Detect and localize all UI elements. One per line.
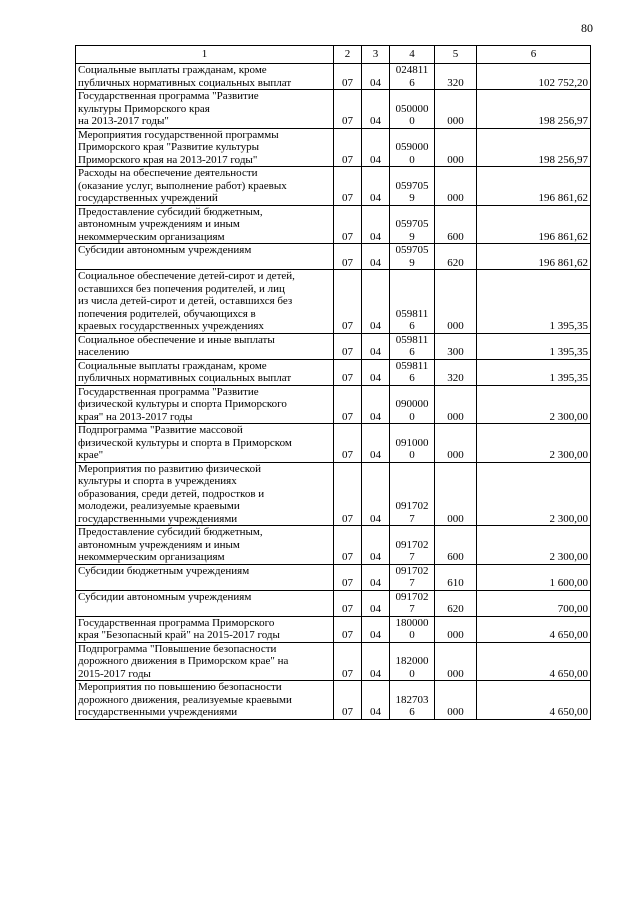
cell-subsection: 04 xyxy=(362,564,390,590)
name-line: государственными учреждениями xyxy=(78,512,238,525)
name-line: Социальные выплаты гражданам, кроме xyxy=(78,64,267,76)
cell-amount: 1 600,00 xyxy=(477,564,591,590)
header-row xyxy=(76,46,591,64)
cell-subsection: 04 xyxy=(362,616,390,642)
cell-name xyxy=(76,205,334,244)
table-row xyxy=(76,564,591,590)
name-line: Расходы на обеспечение деятельности xyxy=(78,167,258,179)
target-article-line: 091702 xyxy=(395,538,429,551)
cell-section: 07 xyxy=(334,462,362,526)
cell-section: 07 xyxy=(334,359,362,385)
target-article-line: 6 xyxy=(409,372,415,384)
target-article-line: 091702 xyxy=(395,590,429,603)
target-article-line: 6 xyxy=(409,346,415,358)
target-article-line: 091702 xyxy=(395,564,429,577)
cell-subsection: 04 xyxy=(362,424,390,463)
cell-section: 07 xyxy=(334,270,362,334)
target-article-line: 059000 xyxy=(395,141,429,153)
name-line: из числа детей-сирот и детей, оставшихся без xyxy=(78,295,293,307)
cell-target-article xyxy=(390,333,435,359)
name-line xyxy=(78,603,331,616)
target-article-line: 0 xyxy=(409,153,415,166)
target-article-line: 024811 xyxy=(395,64,429,76)
cell-target-article xyxy=(390,462,435,526)
cell-section: 07 xyxy=(334,590,362,616)
name-line: Приморского края на 2013-2017 годы" xyxy=(78,153,258,166)
cell-section: 07 xyxy=(334,424,362,463)
cell-name xyxy=(76,385,334,424)
name-line: Предоставление субсидий бюджетным, xyxy=(78,205,263,218)
target-article-line: 059811 xyxy=(395,333,429,346)
name-line: населению xyxy=(78,346,130,358)
name-line xyxy=(78,577,331,590)
cell-target-article xyxy=(390,64,435,90)
cell-target-article xyxy=(390,128,435,167)
target-article-line: 091000 xyxy=(395,436,429,449)
table-row xyxy=(76,681,591,720)
cell-amount: 2 300,00 xyxy=(477,526,591,565)
cell-name xyxy=(76,462,334,526)
cell-name xyxy=(76,64,334,90)
cell-expense-type: 610 xyxy=(435,564,477,590)
table-row xyxy=(76,590,591,616)
cell-subsection: 04 xyxy=(362,333,390,359)
cell-amount: 1 395,35 xyxy=(477,270,591,334)
table-row xyxy=(76,64,591,90)
target-article-line: 180000 xyxy=(395,616,429,629)
name-line: Предоставление субсидий бюджетным, xyxy=(78,526,263,538)
cell-name xyxy=(76,616,334,642)
cell-amount: 700,00 xyxy=(477,590,591,616)
header-cell: 6 xyxy=(477,46,591,64)
target-article-line: 090000 xyxy=(395,398,429,410)
name-line: Приморского края "Развитие культуры xyxy=(78,141,260,153)
cell-subsection: 04 xyxy=(362,359,390,385)
target-article-line: 050000 xyxy=(395,102,429,115)
cell-target-article xyxy=(390,681,435,720)
cell-target-article xyxy=(390,590,435,616)
cell-amount: 196 861,62 xyxy=(477,244,591,270)
name-line: публичных нормативных социальных выплат xyxy=(78,76,292,89)
name-line: Социальное обеспечение детей-сирот и детей, xyxy=(78,270,295,282)
header-cell: 1 xyxy=(76,46,334,64)
cell-amount: 4 650,00 xyxy=(477,681,591,720)
name-line: автономным учреждениям и иным xyxy=(78,538,240,551)
name-line: краевых государственных учреждениях xyxy=(78,320,264,332)
name-line: дорожного движения, реализуемые краевыми xyxy=(78,693,292,706)
target-article-line: 0 xyxy=(409,629,415,641)
cell-amount: 196 861,62 xyxy=(477,205,591,244)
cell-target-article xyxy=(390,90,435,129)
table-row xyxy=(76,424,591,463)
name-line: Социальные выплаты гражданам, кроме xyxy=(78,359,267,372)
cell-subsection: 04 xyxy=(362,128,390,167)
cell-name xyxy=(76,167,334,206)
table-row xyxy=(76,642,591,681)
name-line: Мероприятия по повышению безопасности xyxy=(78,681,282,693)
name-line: Субсидии бюджетным учреждениям xyxy=(78,564,250,577)
target-article-line: 059705 xyxy=(395,244,429,256)
cell-name xyxy=(76,244,334,270)
cell-expense-type: 000 xyxy=(435,270,477,334)
cell-target-article xyxy=(390,424,435,463)
name-line: Государственная программа "Развитие xyxy=(78,90,259,102)
cell-expense-type: 000 xyxy=(435,128,477,167)
name-line: Субсидии автономным учреждениям xyxy=(78,244,252,256)
target-article-line: 7 xyxy=(409,577,415,589)
target-article-line: 9 xyxy=(409,192,415,204)
name-line: государственными учреждениями xyxy=(78,706,238,718)
name-line: (оказание услуг, выполнение работ) краевых xyxy=(78,179,287,192)
cell-name xyxy=(76,128,334,167)
name-line: образования, среди детей, подростков и xyxy=(78,487,265,500)
name-line: края" на 2013-2017 годы xyxy=(78,410,193,423)
name-line: на 2013-2017 годы" xyxy=(78,115,169,127)
header-cell: 2 xyxy=(334,46,362,64)
cell-amount: 4 650,00 xyxy=(477,642,591,681)
target-article-line: 0 xyxy=(409,667,415,680)
cell-target-article xyxy=(390,385,435,424)
target-article-line: 0 xyxy=(409,115,415,127)
cell-amount: 198 256,97 xyxy=(477,90,591,129)
cell-name xyxy=(76,424,334,463)
name-line: попечения родителей, обучающихся в xyxy=(78,307,256,320)
cell-target-article xyxy=(390,359,435,385)
target-article-line: 6 xyxy=(409,76,415,89)
name-line: молодежи, реализуемые краевыми xyxy=(78,500,240,512)
page-number: 80 xyxy=(581,21,593,35)
cell-name xyxy=(76,270,334,334)
cell-subsection: 04 xyxy=(362,167,390,206)
name-line: 2015-2017 годы xyxy=(78,667,151,680)
cell-amount: 2 300,00 xyxy=(477,385,591,424)
cell-expense-type: 000 xyxy=(435,424,477,463)
name-line: края "Безопасный край" на 2015-2017 годы xyxy=(78,629,280,641)
cell-section: 07 xyxy=(334,167,362,206)
cell-target-article xyxy=(390,205,435,244)
target-article-line: 0 xyxy=(409,410,415,423)
target-article-line: 7 xyxy=(409,512,415,525)
target-article-line: 9 xyxy=(409,256,415,269)
name-line: физической культуры и спорта в Приморском xyxy=(78,436,292,449)
budget-table xyxy=(75,45,591,720)
target-article-line: 6 xyxy=(409,706,415,718)
cell-expense-type: 300 xyxy=(435,333,477,359)
table-row xyxy=(76,90,591,129)
cell-amount: 196 861,62 xyxy=(477,167,591,206)
cell-expense-type: 000 xyxy=(435,90,477,129)
cell-subsection: 04 xyxy=(362,270,390,334)
cell-subsection: 04 xyxy=(362,681,390,720)
cell-section: 07 xyxy=(334,244,362,270)
cell-section: 07 xyxy=(334,205,362,244)
name-line: оставшихся без попечения родителей, и лиц xyxy=(78,282,285,295)
table-row xyxy=(76,128,591,167)
cell-target-article xyxy=(390,167,435,206)
target-article-line: 059811 xyxy=(395,359,429,372)
cell-expense-type: 320 xyxy=(435,359,477,385)
cell-expense-type: 600 xyxy=(435,526,477,565)
table-row xyxy=(76,526,591,565)
cell-subsection: 04 xyxy=(362,244,390,270)
cell-section: 07 xyxy=(334,64,362,90)
target-article-line: 059811 xyxy=(395,307,429,320)
table-row xyxy=(76,244,591,270)
name-line: Социальное обеспечение и иные выплаты xyxy=(78,333,275,346)
cell-section: 07 xyxy=(334,128,362,167)
cell-subsection: 04 xyxy=(362,590,390,616)
name-line: физической культуры и спорта Приморского xyxy=(78,398,287,410)
table-row xyxy=(76,616,591,642)
cell-expense-type: 320 xyxy=(435,64,477,90)
cell-amount: 102 752,20 xyxy=(477,64,591,90)
cell-expense-type: 000 xyxy=(435,681,477,720)
cell-section: 07 xyxy=(334,333,362,359)
cell-section: 07 xyxy=(334,564,362,590)
name-line: культуры и спорта в учреждениях xyxy=(78,475,237,487)
target-article-line: 0 xyxy=(409,449,415,461)
cell-amount: 198 256,97 xyxy=(477,128,591,167)
cell-subsection: 04 xyxy=(362,526,390,565)
cell-name xyxy=(76,564,334,590)
cell-section: 07 xyxy=(334,642,362,681)
cell-amount: 2 300,00 xyxy=(477,462,591,526)
cell-expense-type: 000 xyxy=(435,385,477,424)
table-row xyxy=(76,167,591,206)
cell-target-article xyxy=(390,564,435,590)
cell-target-article xyxy=(390,526,435,565)
target-article-line: 091702 xyxy=(395,500,429,512)
cell-amount: 2 300,00 xyxy=(477,424,591,463)
cell-expense-type: 620 xyxy=(435,590,477,616)
target-article-line: 9 xyxy=(409,230,415,243)
cell-name xyxy=(76,359,334,385)
table-row xyxy=(76,462,591,526)
table-row xyxy=(76,333,591,359)
cell-section: 07 xyxy=(334,681,362,720)
name-line: государственных учреждений xyxy=(78,192,218,204)
cell-name xyxy=(76,681,334,720)
table-row xyxy=(76,205,591,244)
name-line: Государственная программа Приморского xyxy=(78,616,275,629)
table-row xyxy=(76,359,591,385)
cell-subsection: 04 xyxy=(362,90,390,129)
cell-expense-type: 000 xyxy=(435,167,477,206)
cell-section: 07 xyxy=(334,385,362,424)
name-line: культуры Приморского края xyxy=(78,102,210,115)
name-line: Подпрограмма "Повышение безопасности xyxy=(78,642,277,655)
cell-name xyxy=(76,590,334,616)
target-article-line: 059705 xyxy=(395,218,429,230)
cell-amount: 1 395,35 xyxy=(477,359,591,385)
cell-expense-type: 620 xyxy=(435,244,477,270)
cell-target-article xyxy=(390,616,435,642)
cell-name xyxy=(76,526,334,565)
target-article-line: 182703 xyxy=(395,693,429,706)
cell-subsection: 04 xyxy=(362,462,390,526)
name-line: некоммерческим организациям xyxy=(78,230,225,243)
cell-expense-type: 600 xyxy=(435,205,477,244)
name-line: Подпрограмма "Развитие массовой xyxy=(78,424,243,436)
cell-target-article xyxy=(390,244,435,270)
cell-expense-type: 000 xyxy=(435,462,477,526)
cell-name xyxy=(76,90,334,129)
table-row xyxy=(76,385,591,424)
name-line: некоммерческим организациям xyxy=(78,551,225,563)
cell-amount: 4 650,00 xyxy=(477,616,591,642)
cell-subsection: 04 xyxy=(362,385,390,424)
cell-expense-type: 000 xyxy=(435,642,477,681)
cell-expense-type: 000 xyxy=(435,616,477,642)
name-line: дорожного движения в Приморском крае" на xyxy=(78,655,289,667)
header-cell: 3 xyxy=(362,46,390,64)
header-cell: 5 xyxy=(435,46,477,64)
cell-target-article xyxy=(390,270,435,334)
cell-subsection: 04 xyxy=(362,64,390,90)
cell-name xyxy=(76,642,334,681)
cell-amount: 1 395,35 xyxy=(477,333,591,359)
name-line: Государственная программа "Развитие xyxy=(78,385,259,398)
cell-section: 07 xyxy=(334,90,362,129)
target-article-line: 7 xyxy=(409,603,415,615)
name-line xyxy=(78,257,331,270)
cell-subsection: 04 xyxy=(362,642,390,681)
target-article-line: 6 xyxy=(409,320,415,332)
cell-name xyxy=(76,333,334,359)
name-line: Мероприятия государственной программы xyxy=(78,128,279,141)
cell-section: 07 xyxy=(334,526,362,565)
target-article-line: 7 xyxy=(409,551,415,563)
cell-section: 07 xyxy=(334,616,362,642)
name-line: Мероприятия по развитию физической xyxy=(78,462,261,475)
target-article-line: 182000 xyxy=(395,655,429,667)
target-article-line: 059705 xyxy=(395,179,429,192)
name-line: Субсидии автономным учреждениям xyxy=(78,590,252,603)
name-line: автономным учреждениям и иным xyxy=(78,218,240,230)
name-line: публичных нормативных социальных выплат xyxy=(78,372,292,384)
cell-target-article xyxy=(390,642,435,681)
table-row xyxy=(76,270,591,334)
name-line: крае" xyxy=(78,449,104,461)
header-cell: 4 xyxy=(390,46,435,64)
cell-subsection: 04 xyxy=(362,205,390,244)
